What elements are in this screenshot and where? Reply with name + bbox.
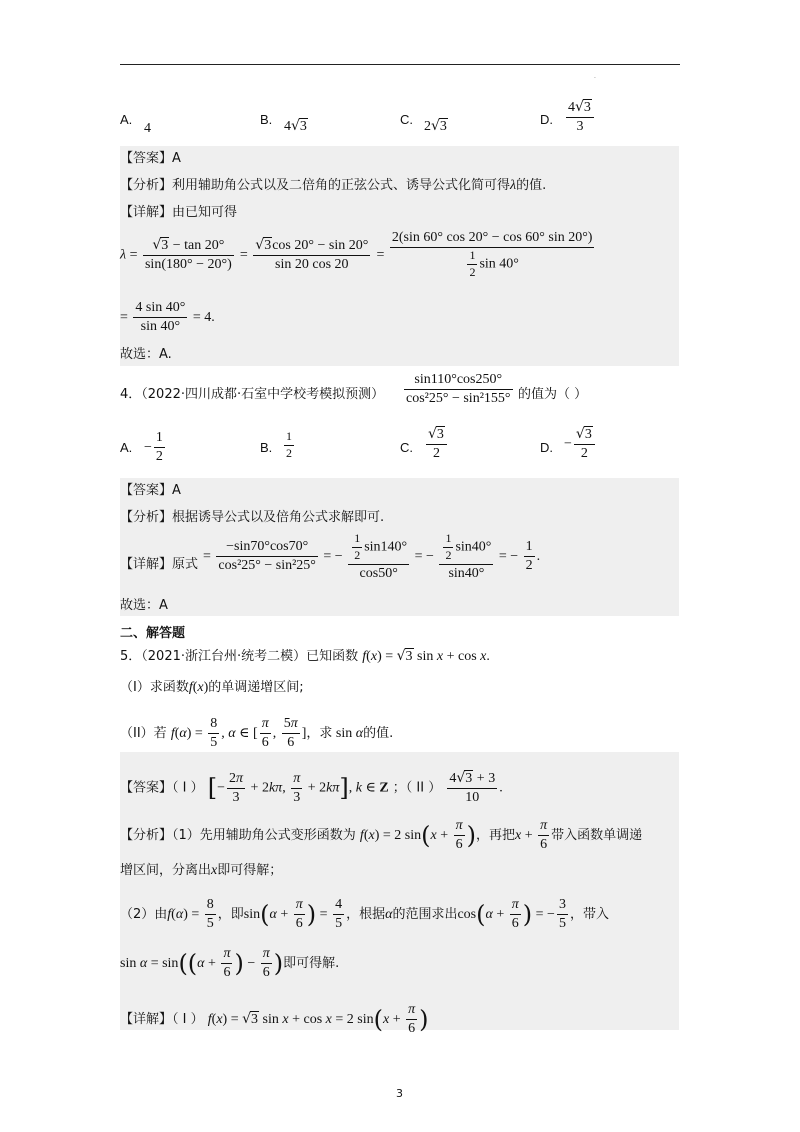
q3-choice: 故选：A. [120,347,172,362]
q5-part1: （I）求函数f(x)的单调递增区间; [120,680,304,695]
q4-answer: 【答案】A [120,483,181,498]
q4-expression: $\frac{\sin 110^\circ\cos 250^\circ}{\text{cos²25° − sin²155°}}$ [406,372,511,407]
q4-stem: 4．（2022·四川成都·石室中学校考模拟预测） [120,387,385,402]
q3-analysis: 【分析】利用辅助角公式以及二倍角的正弦公式、诱导公式化简可得λ的值. [120,178,547,193]
q3-detail-label: 【详解】由已知可得 [120,205,238,220]
q5-detail: 【详解】（ I ） f(x) = √3 sin x + cos x = 2 sin(x + $\frac{\pi}{6}$ ) [120,1002,429,1037]
option-c-label: C. [400,112,413,127]
q5-answer: 【答案】（ I ） [− $\frac{2\pi}{3}$ + 2kπ, $\frac{\pi}{3}$ + 2kπ], k ∈ Z ；（ II ） $\frac{4√3 + 3}{10}$ . [120,770,503,806]
q4-equation: = $\frac{-\sin 70^\circ\cos 70^\circ}{\text{cos²25° − sin²25°}}$ = − $\frac{1}{2}$ sin140° cos50° = − $\frac{1}{2}$ sin40° sin40° = − $\frac{1}{2}$ . [203,531,541,581]
option-d-label: D. [540,112,553,127]
option-a-value: 4 [144,121,151,136]
q4-option-d-value: − $\frac{√3}{2}$ [564,426,597,462]
option-b-label: B. [260,112,273,127]
option-a-label: A. [120,112,133,127]
q4-option-b-label: B. [260,440,273,455]
option-b-value: 4√3 [284,118,307,134]
header-mark: . [594,73,596,80]
q4-analysis: 【分析】根据诱导公式以及倍角公式求解即可. [120,510,385,525]
q5-analysis-1: 【分析】（1）先用辅助角公式变形函数为 f(x) = 2 sin(x + $\frac{\pi}{6}$ )，再把x + $\frac{\pi}{6}$ 带入函数单调递 [120,818,643,853]
q5-stem: 5．（2021·浙江台州·统考二模）已知函数 f(x) = √3 sin x + cos x. [120,648,490,664]
option-d-value: $\frac{4√3}{3}$ [564,99,596,135]
q5-analysis-4: sin α = sin((α + $\frac{\pi}{6}$ ) − $\frac{\pi}{6}$ )即可得解. [120,946,340,981]
q4-option-b-value: $\frac{1}{2}$ [286,429,292,460]
q4-choice: 故选：A [120,598,168,613]
header-rule [120,64,680,65]
q5-part2: （II）若 f(α) = $\frac{8}{5}$ , α ∈ [ $\frac{\pi}{6}$ , $\frac{5\pi}{6}$ ]，求 sin α的值. [120,716,394,751]
q4-option-a-value: − $\frac{1}{2}$ [144,430,163,465]
q4-detail-label: 【详解】原式 [120,557,199,572]
q5-analysis-2: 增区间，分离出x即可得解； [120,863,283,878]
page-number: 3 [396,1087,403,1100]
q4-option-c-label: C. [400,440,413,455]
q4-option-a-label: A. [120,440,133,455]
q5-analysis-3: （2）由f(α) = $\frac{8}{5}$ ，即sin(α + $\frac{\pi}{6}$ ) = $\frac{4}{5}$ ，根据α的范围求出cos(α + $\frac{\pi}{6}$ ) = − $\frac{3}{5}$ ，带入 [120,897,609,932]
q4-option-c-value: $\frac{√3}{2}$ [424,426,449,462]
q4-option-d-label: D. [540,440,553,455]
q3-equation-1: λ = $\frac{√3 - \tan 20^\circ}{\sin(180^\circ - 20^\circ)}$ = $\frac{√3\cos 20^\circ - \sin 20^\circ}{\sin 20 \cos 20}$ = 2(sin 60° cos 20° − cos 60° sin 20°) $\frac{1}{2}$ sin 40° [120,230,593,279]
option-c-value: 2√3 [424,118,447,134]
q3-equation-2: = $\frac{4 \sin 40^\circ}{\sin 40^\circ}$ = 4. [120,300,215,335]
q3-answer: 【答案】A [120,151,181,166]
q4-tail: 的值为（ ） [518,387,588,402]
section-title: 二、解答题 [120,626,186,641]
